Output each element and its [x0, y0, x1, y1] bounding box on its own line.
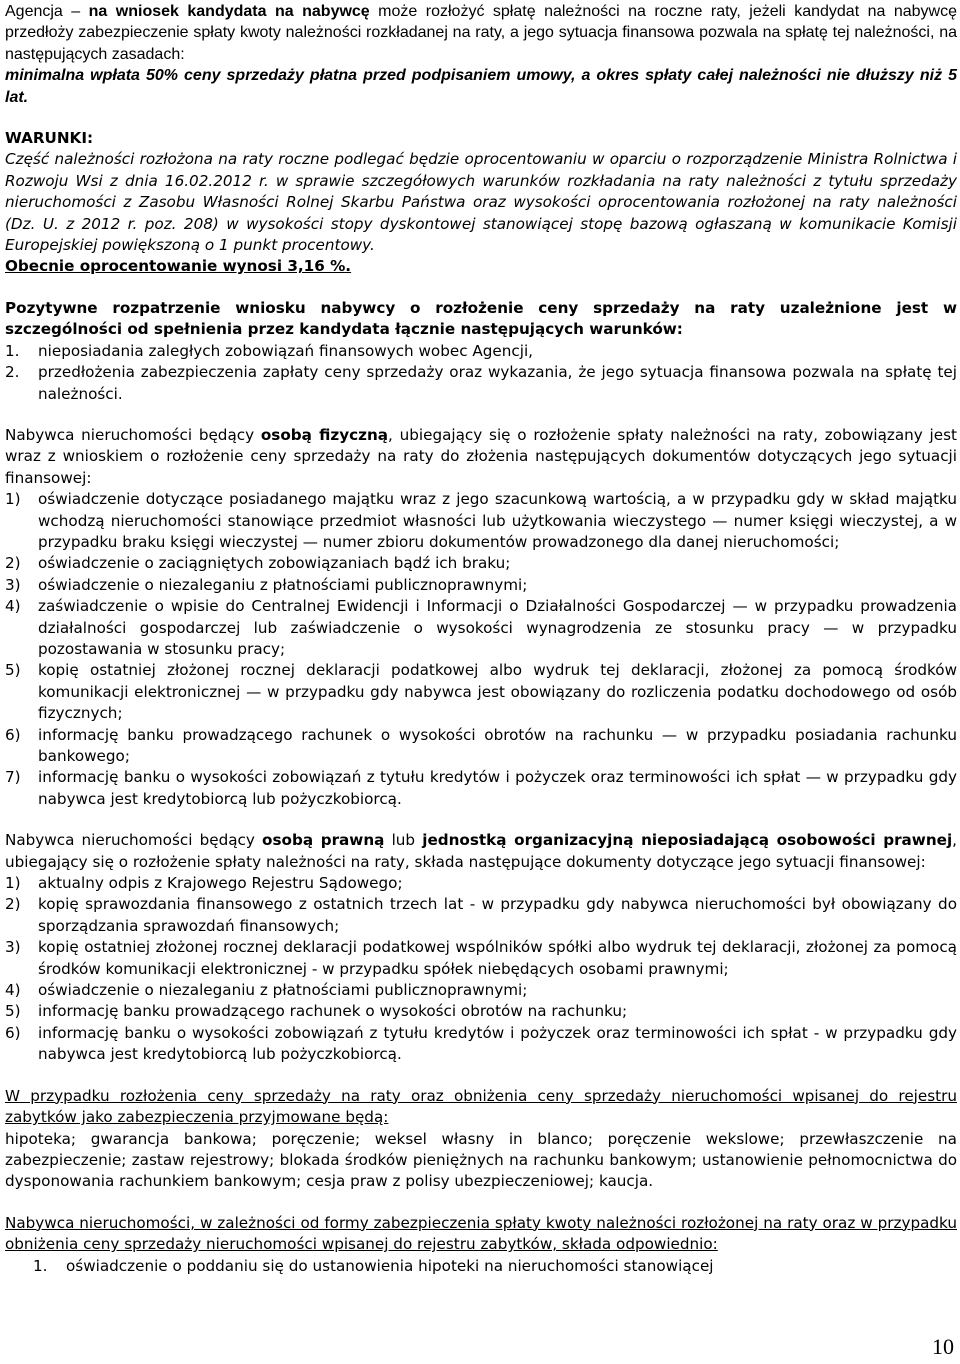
intro-text: może rozłożyć spłatę należności na roczne raty, jeżeli kandydat na nabywcę przedłoży zabezpieczenie spłaty kwoty należności rozkładanej na raty, a jego sytuacja finansowa pozwala na spłatę tej należności, na następujących zasadach:	[5, 3, 958, 63]
list-item	[33, 1256, 957, 1277]
list-item	[5, 767, 957, 810]
list-item	[5, 553, 957, 574]
collateral-text: hipoteka; gwarancja bankowa; poręczenie; weksel własny in blanco; poręczenie wekslowe; przewłaszczenie na zabezpieczenie; zastaw rejestrowy; blokada środków pieniężnych na rachunku bankowym; ustanowienie pełnomocnictwa do dysponowania rachunkiem bankowym; cesja praw z polisy ubezpieczeniowej; kaucja.	[5, 1129, 957, 1191]
list-item	[5, 575, 957, 596]
list-item-number: 1.	[5, 341, 20, 360]
list-item-number: 1)	[5, 490, 21, 509]
natural-p2: , ubiegający się o rozłożenie spłaty należności na raty, zobowiązany jest wraz z wnioskiem o rozłożenie ceny sprzedaży na raty do złożenia następujących dokumentów dotyczących jego sytuacji finansowej:	[5, 425, 957, 487]
warunki-paragraph	[5, 149, 957, 256]
list-item	[5, 894, 957, 937]
list-item	[5, 1023, 957, 1066]
intro-paragraph	[5, 0, 957, 65]
legal-person-paragraph	[5, 830, 957, 873]
list-item-number: 3)	[5, 938, 21, 957]
condition-text: minimalna wpłata 50% ceny sprzedaży płatna przed podpisaniem umowy, a okres spłaty całej należności nie dłuższy niż 5 lat.	[5, 67, 957, 106]
list-item-number: 3)	[5, 575, 21, 594]
list-item-number: 5)	[5, 661, 21, 680]
list-item-number: 6)	[5, 1023, 21, 1042]
list-item-text: oświadczenie o niezaleganiu z płatnościami publicznoprawnymi;	[38, 575, 528, 594]
list-item-text: kopię ostatniej złożonej rocznej deklaracji podatkowej albo wydruk tej deklaracji, złożonej za pomocą środków komunikacji elektronicznej — w przypadku gdy nabywca jest obowiązany do rozliczenia podatku dochodowego od osób fizycznych;	[38, 661, 957, 723]
list-item-number: 5)	[5, 1002, 21, 1021]
list-item-text: oświadczenie o poddaniu się do ustanowienia hipoteki na nieruchomości stanowiącej	[66, 1256, 714, 1275]
legal-bold1: osobą prawną	[262, 831, 385, 850]
list-item-text: aktualny odpis z Krajowego Rejestru Sądowego;	[38, 874, 403, 893]
legal-p2: lub	[384, 831, 423, 850]
list-item-text: nieposiadania zaległych zobowiązań finansowych wobec Agencji,	[38, 341, 533, 360]
list-item-number: 6)	[5, 725, 21, 744]
list-item	[5, 873, 957, 894]
list-item-text: kopię ostatniej złożonej rocznej deklaracji podatkowej wspólników spółki albo wydruk tej deklaracji, złożonej za pomocą środków komunikacji elektronicznej - w przypadku spółek niebędących osobami prawnymi;	[38, 938, 957, 978]
list-item-text: przedłożenia zabezpieczenia zapłaty ceny sprzedaży oraz wykazania, że jego sytuacja finansowa pozwala na spłatę tej należności.	[38, 363, 957, 403]
legal-p1: Nabywca nieruchomości będący	[5, 831, 263, 850]
list-item	[5, 362, 957, 405]
positive-heading	[5, 298, 957, 341]
document-page	[5, 0, 957, 1277]
list-item-text: oświadczenie o zaciągniętych zobowiązaniach bądź ich braku;	[38, 554, 511, 573]
list-item-number: 1.	[33, 1256, 48, 1275]
natural-p1: Nabywca nieruchomości będący	[5, 425, 261, 444]
list-item-text: oświadczenie dotyczące posiadanego majątku wraz z jego szacunkową wartością, a w przypadku gdy w skład majątku wchodzą nieruchomości stanowiące przedmiot własności lub użytkowania wieczystego — numer księgi wieczystej, a w przypadku braku księgi wieczystej — numer zbioru dokumentów prowadzonego dla danej nieruchomości;	[38, 490, 957, 551]
list-item-number: 7)	[5, 768, 21, 787]
dash: –	[62, 3, 89, 20]
list-item-text: kopię sprawozdania finansowego z ostatnich trzech lat - w przypadku gdy nabywca nieruchomości był obowiązany do sporządzania sprawozdań finansowych;	[38, 895, 957, 935]
positive-heading-text: Pozytywne rozpatrzenie wniosku nabywcy o rozłożenie ceny sprzedaży na raty uzależnione jest w szczególności od spełnienia przez kandydata łącznie następujących warunków:	[5, 298, 957, 339]
warunki-italic: Część należności rozłożona na raty roczne podlegać będzie oprocentowaniu w oparciu o rozporządzenie Ministra Rolnictwa i Rozwoju Wsi z dnia 16.02.2012 r.	[5, 150, 957, 190]
list-item-text: informację banku o wysokości zobowiązań z tytułu kredytów i pożyczek oraz terminowości ich spłat — w przypadku gdy nabywca jest kredytobiorcą lub pożyczkobiorcą.	[38, 768, 957, 808]
list-item-number: 2.	[5, 363, 20, 382]
list-item	[5, 937, 957, 980]
natural-bold: osobą fizyczną	[260, 425, 389, 444]
list-item-text: informację banku prowadzącego rachunek o wysokości obrotów na rachunku — w przypadku posiadania rachunku bankowego;	[38, 725, 957, 765]
list-item	[5, 980, 957, 1001]
list-item-text: informację banku prowadzącego rachunek o wysokości obrotów na rachunku;	[38, 1002, 628, 1021]
depending-list	[5, 1256, 957, 1277]
list-item-text: zaświadczenie o wpisie do Centralnej Ewidencji i Informacji o Działalności Gospodarczej — w przypadku prowadzenia działalności gospodarczej lub zaświadczenie o wysokości wynagrodzenia ze stosunku pracy — w przypadku pozostawania w stosunku pracy;	[38, 597, 957, 658]
rate-line	[5, 256, 957, 277]
list-item-number: 2)	[5, 554, 21, 573]
positive-list	[5, 341, 957, 405]
list-item	[5, 596, 957, 660]
warunki-text: w sprawie szczegółowych warunków rozkładania na raty należności z tytułu sprzedaży nieruchomości z Zasobu Własności Rolnej Skarbu Państwa oraz wysokości oprocentowania rozłożonej na raty należności (Dz. U. z 2012 r. poz. 208) w wysokości stopy dyskontowej stanowiącej stopę bazową ogłaszaną w komunikacie Komisji Europejskiej powiększoną o 1 punkt procentowy.	[5, 171, 957, 255]
list-item	[5, 341, 957, 362]
warunki-title-text: WARUNKI:	[5, 129, 94, 148]
warunki-title	[5, 128, 957, 149]
agency-word: Agencja	[5, 3, 63, 20]
page-number: 10	[932, 1334, 954, 1359]
natural-person-paragraph	[5, 425, 957, 489]
list-item-number: 4)	[5, 597, 21, 616]
legal-p3: , ubiegający się o rozłożenie spłaty należności na raty, składa następujące dokumenty dotyczące jego sytuacji finansowej:	[5, 831, 957, 871]
list-item	[5, 1001, 957, 1022]
list-item-number: 2)	[5, 895, 21, 914]
list-item-text: oświadczenie o niezaleganiu z płatnościami publicznoprawnymi;	[38, 981, 528, 1000]
list-item-text: informację banku o wysokości zobowiązań z tytułu kredytów i pożyczek oraz terminowości ich spłat - w przypadku gdy nabywca jest kredytobiorcą lub pożyczkobiorcą.	[38, 1023, 957, 1064]
intro-heading: na wniosek kandydata na nabywcę	[88, 3, 370, 20]
list-item-number: 4)	[5, 981, 21, 1000]
intro-condition	[5, 65, 957, 108]
list-item	[5, 489, 957, 553]
natural-person-list	[5, 489, 957, 810]
rate-text: Obecnie oprocentowanie wynosi 3,16 %.	[5, 257, 352, 276]
depending-heading: Nabywca nieruchomości, w zależności od formy zabezpieczenia spłaty kwoty należności rozłożonej na raty oraz w przypadku obniżenia ceny sprzedaży nieruchomości wpisanej do rejestru zabytków, składa odpowiednio:	[5, 1213, 957, 1254]
list-item	[5, 725, 957, 768]
collateral-heading: W przypadku rozłożenia ceny sprzedaży na raty oraz obniżenia ceny sprzedaży nieruchomości wpisanej do rejestru zabytków jako zabezpieczenia przyjmowane będą:	[5, 1086, 957, 1127]
list-item	[5, 660, 957, 724]
legal-person-list	[5, 873, 957, 1066]
list-item-number: 1)	[5, 874, 21, 893]
legal-bold2: jednostką organizacyjną nieposiadającą osobowości prawnej	[422, 831, 953, 850]
